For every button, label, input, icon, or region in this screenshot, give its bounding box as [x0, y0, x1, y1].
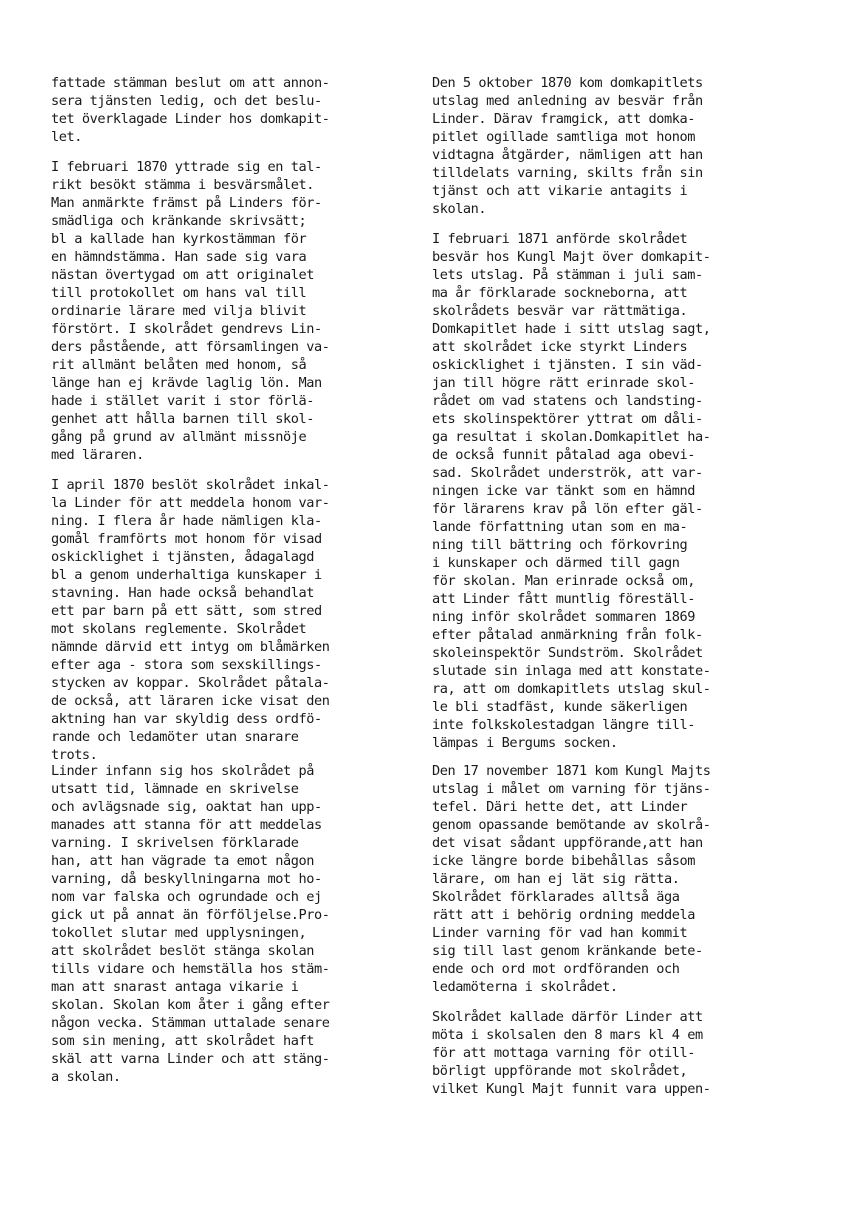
paragraph: Linder infann sig hos skolrådet på utsatt tid, lämnade en skrivelse och avlägsnade sig, oaktat han upp- manades att stanna för att meddelas varning. I skrivelsen förklarade han, att han vägrade ta emot någon varning, då beskyllningarna mot ho- nom var falska och ogrundade och ej gick ut på annat än förföljelse.Pro- tokollet slutar med upplysningen, att skolrådet beslöt stänga skolan tills vidare och hemställa hos stäm- man att snarast antaga vikarie i skolan. Skolan kom åter i gång efter någon vecka. Stämman uttalade senare som sin mening, att skolrådet haft skäl att varna Linder och att stäng- a skolan. [51, 763, 330, 1085]
paragraph: I februari 1870 yttrade sig en tal- rikt besökt stämma i besvärsmålet. Man anmärkte främst på Linders för- smädliga och kränkande skrivsätt; bl a kallade han kyrkostämman för en hämndstämma. Han sade sig vara nästan övertygad om att originalet till protokollet om hans val till ordinarie lärare med vilja blivit förstört. I skolrådet gendrevs Lin- ders påstående, att församlingen va- rit allmänt belåten med honom, så länge han ej krävde laglig lön. Man hade i stället varit i stor förlä- genhet att hålla barnen till skol- gång på grund av allmänt missnöje med läraren. [51, 159, 330, 463]
paragraph: fattade stämman beslut om att annon- sera tjänsten ledig, och det beslu- tet överklagade Linder hos domkapit- let. [51, 75, 330, 145]
paragraph: I februari 1871 anförde skolrådet besvär hos Kungl Majt över domkapit- lets utslag. På stämman i juli sam- ma år förklarade sockneborna, att skolrådets besvär var rättmätiga. Domkapitlet hade i sitt utslag sagt, att skolrådet icke styrkt Linders oskicklighet i tjänsten. I sin väd- jan till högre rätt erinrade skol- rådet om vad statens och landsting- ets skolinspektörer yttrat om dåli- ga resultat i skolan.Domkapitlet ha- de också funnit påtalad aga obevi- sad. Skolrådet underströk, att var- ningen icke var tänkt som en hämnd för lärarens krav på lön efter gäl- lande författning utan som en ma- ning till bättring och förkovring i kunskaper och därmed till gagn för skolan. Man erinrade också om, att Linder fått muntlig föreställ- ning inför skolrådet sommaren 1869 efter påtalad anmärkning från folk- skoleinspektör Sundström. Skolrådet slutade sin inlaga med att konstate- ra, att om domkapitlets utslag skul- le bli stadfäst, kunde säkerligen inte folkskolestadgan längre till- lämpas i Bergums socken. [432, 231, 711, 751]
right-column-bottom [432, 762, 777, 1098]
right-column-top [432, 74, 777, 752]
paragraph: Den 5 oktober 1870 kom domkapitlets utslag med anledning av besvär från Linder. Därav framgick, att domka- pitlet ogillade samtliga mot honom vidtagna åtgärder, nämligen att han tilldelats varning, skilts från sin tjänst och att vikarie antagits i skolan. [432, 75, 703, 217]
paragraph: Den 17 november 1871 kom Kungl Majts utslag i målet om varning för tjäns- tefel. Däri hette det, att Linder genom opassande bemötande av skolrå- det visat sådant uppförande,att han icke längre borde bibehållas såsom lärare, om han ej lät sig rätta. Skolrådet förklarades alltså äga rätt att i behörig ordning meddela Linder varning för vad han kommit sig till last genom kränkande bete- ende och ord mot ordföranden och ledamöterna i skolrådet. [432, 763, 711, 995]
paragraph: I april 1870 beslöt skolrådet inkal- la Linder för att meddela honom var- ning. I flera år hade nämligen kla- gomål framförts mot honom för visad oskicklighet i tjänsten, ådagalagd bl a genom underhaltiga kunskaper i stavning. Han hade också behandlat ett par barn på ett sätt, som stred mot skolans reglemente. Skolrådet nämnde därvid ett intyg om blåmärken efter aga - stora som sexskillings- stycken av koppar. Skolrådet påtala- de också, att läraren icke visat den aktning han var skyldig dess ordfö- rande och ledamöter utan snarare trots. [51, 477, 330, 763]
left-column-bottom [51, 762, 396, 1086]
paragraph: Skolrådet kallade därför Linder att möta i skolsalen den 8 mars kl 4 em för att mottaga varning för otill- börligt uppförande mot skolrådet, vilket Kungl Majt funnit vara uppen- [432, 1009, 711, 1097]
left-column-top [51, 74, 396, 764]
